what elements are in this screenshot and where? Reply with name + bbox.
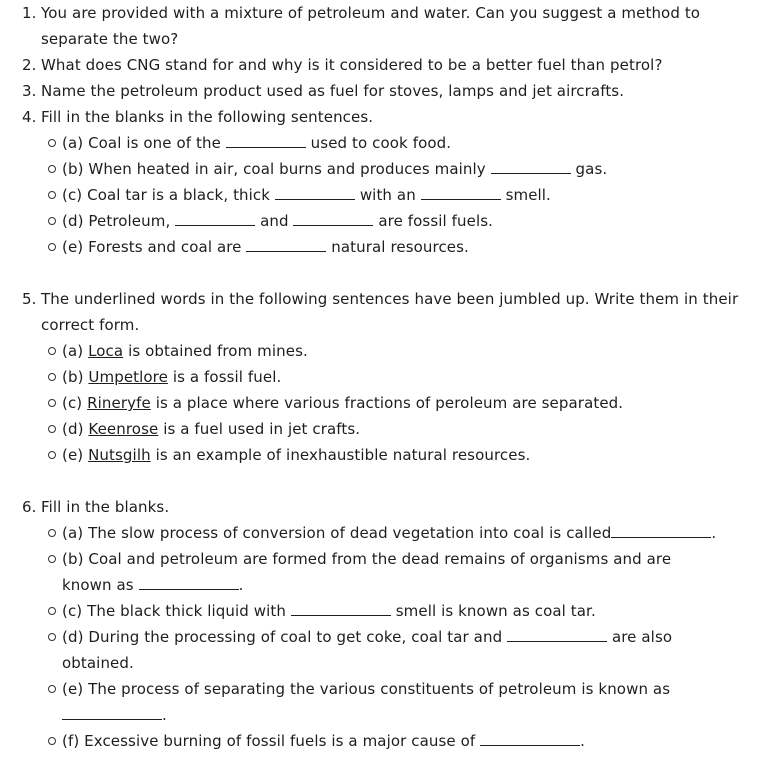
blank-line — [246, 238, 326, 252]
list-item: (b) Umpetlore is a fossil fuel. — [48, 367, 281, 387]
list-item: (d) Keenrose is a fuel used in jet crafts. — [48, 419, 360, 439]
bullet-icon — [48, 217, 56, 225]
bullet-icon — [48, 607, 56, 615]
question-5-continued — [41, 315, 139, 335]
list-item: (c) Rineryfe is a place where various fractions of peroleum are separated. — [48, 393, 623, 413]
question-number: 5. — [22, 290, 37, 308]
list-item: (c) Coal tar is a black, thick with an smell. — [48, 185, 551, 205]
bullet-icon — [48, 373, 56, 381]
list-item: (a) Coal is one of the used to cook food. — [48, 133, 451, 153]
list-item: (a) Loca is obtained from mines. — [48, 341, 308, 361]
bullet-icon — [48, 737, 56, 745]
blank-line — [480, 732, 580, 746]
list-item: (e) The process of separating the various constituents of petroleum is known as — [48, 679, 670, 699]
list-item: (e) Nutsgilh is an example of inexhaustible natural resources. — [48, 445, 530, 465]
blank-line — [226, 134, 306, 148]
blank-line — [611, 524, 711, 538]
blank-line — [139, 576, 239, 590]
bullet-icon — [48, 139, 56, 147]
question-5 — [22, 289, 738, 309]
question-text: Name the petroleum product used as fuel for stoves, lamps and jet aircrafts. — [41, 82, 625, 100]
list-item: (b) Coal and petroleum are formed from the dead remains of organisms and are — [48, 549, 671, 569]
question-text: You are provided with a mixture of petroleum and water. Can you suggest a method to — [41, 4, 701, 22]
question-number: 2. — [22, 56, 37, 74]
question-4 — [22, 107, 373, 127]
jumbled-word: Nutsgilh — [88, 446, 151, 464]
question-text: Fill in the blanks. — [41, 498, 170, 516]
question-text: correct form. — [41, 316, 140, 334]
question-text: The underlined words in the following sentences have been jumbled up. Write them in their — [41, 290, 739, 308]
question-2 — [22, 55, 663, 75]
bullet-icon — [48, 555, 56, 563]
blank-line — [62, 706, 162, 720]
jumbled-word: Keenrose — [88, 420, 159, 438]
question-text: What does CNG stand for and why is it considered to be a better fuel than petrol? — [41, 56, 663, 74]
list-item: (b) When heated in air, coal burns and produces mainly gas. — [48, 159, 607, 179]
blank-line — [491, 160, 571, 174]
question-text: Fill in the blanks in the following sentences. — [41, 108, 374, 126]
blank-line — [175, 212, 255, 226]
bullet-icon — [48, 165, 56, 173]
bullet-icon — [48, 685, 56, 693]
blank-line — [291, 602, 391, 616]
question-number: 4. — [22, 108, 37, 126]
jumbled-word: Loca — [88, 342, 124, 360]
list-item: (f) Excessive burning of fossil fuels is a major cause of . — [48, 731, 585, 751]
list-item: (e) Forests and coal are natural resources. — [48, 237, 469, 257]
blank-line — [421, 186, 501, 200]
bullet-icon — [48, 399, 56, 407]
jumbled-word: Rineryfe — [87, 394, 151, 412]
jumbled-word: Umpetlore — [88, 368, 168, 386]
bullet-icon — [48, 451, 56, 459]
question-number: 3. — [22, 82, 37, 100]
list-item: (a) The slow process of conversion of dead vegetation into coal is called . — [48, 523, 716, 543]
list-item-continued: known as . — [62, 576, 244, 594]
question-3 — [22, 81, 624, 101]
bullet-icon — [48, 633, 56, 641]
bullet-icon — [48, 191, 56, 199]
blank-line — [275, 186, 355, 200]
blank-line — [507, 628, 607, 642]
question-6 — [22, 497, 169, 517]
question-1-continued — [41, 29, 178, 49]
question-text: separate the two? — [41, 30, 179, 48]
bullet-icon — [48, 347, 56, 355]
list-item-continued: . — [62, 705, 167, 725]
bullet-icon — [48, 243, 56, 251]
list-item-continued: obtained. — [62, 654, 134, 672]
bullet-icon — [48, 529, 56, 537]
question-number: 6. — [22, 498, 37, 516]
list-item: (c) The black thick liquid with smell is known as coal tar. — [48, 601, 596, 621]
blank-line — [293, 212, 373, 226]
list-item: (d) Petroleum, and are fossil fuels. — [48, 211, 493, 231]
bullet-icon — [48, 425, 56, 433]
list-item: (d) During the processing of coal to get coke, coal tar and are also — [48, 627, 672, 647]
question-1 — [22, 3, 700, 23]
question-number: 1. — [22, 4, 37, 22]
